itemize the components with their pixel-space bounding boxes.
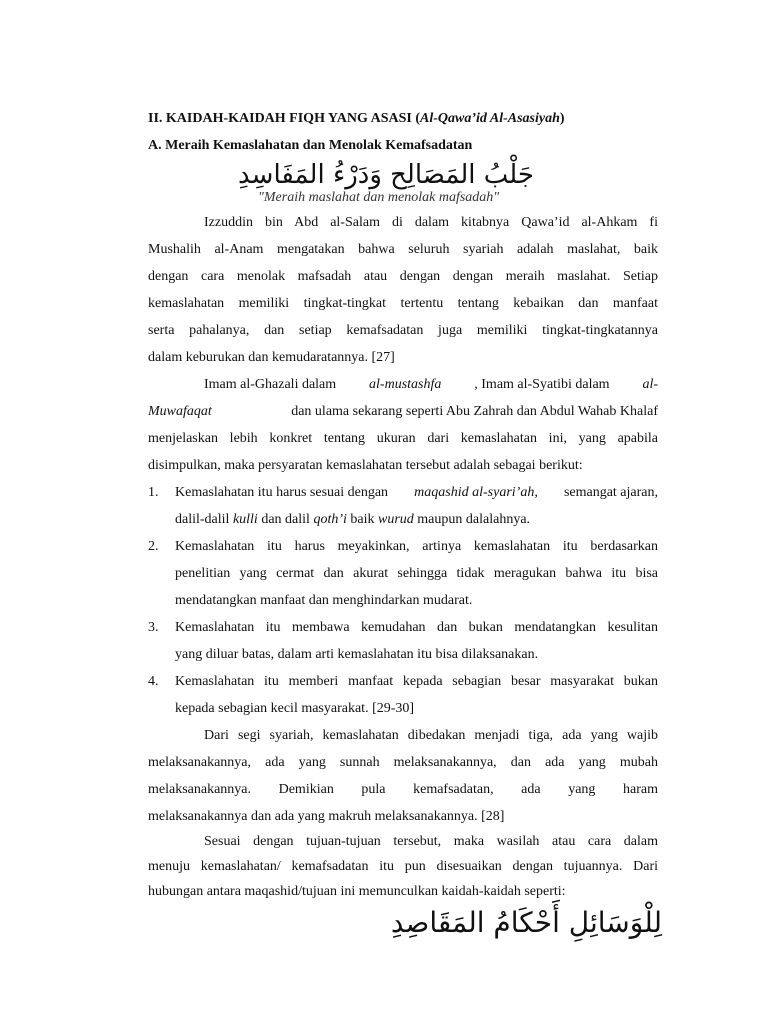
heading-suffix: ): [559, 111, 565, 126]
list-item-4-line-1: Kemaslahatan itu memberi manfaat kepada sebagian besar masyarakat bukan: [175, 674, 658, 689]
para1-line-6: dalam keburukan dan kemudaratannya. [27]: [148, 350, 395, 365]
list-item-2-line-2: penelitian yang cermat dan akurat sehingga tidak meragukan bahwa itu bisa: [175, 566, 658, 581]
para2-line-3: menjelaskan lebih konkret tentang ukuran dari kemaslahatan ini, yang apabila: [148, 431, 658, 446]
list-italic: maqashid al-syari’ah,: [414, 485, 538, 500]
para4-line-3: hubungan antara maqashid/tujuan ini memunculkan kaidah-kaidah seperti:: [148, 884, 566, 899]
list-text: baik: [346, 512, 378, 527]
list-item-4-line-2: kepada sebagian kecil masyarakat. [29-30]: [175, 701, 415, 716]
heading-italic: Al-Qawa’id Al-Asasiyah: [420, 111, 560, 126]
list-text: maupun dalalahnya.: [413, 512, 531, 527]
para1-line-2: Mushalih al-Anam mengatakan bahwa seluruh syariah adalah maslahat, baik: [148, 242, 658, 257]
para1-line-3: dengan cara menolak mafsadah atau dengan dengan meraih maslahat. Setiap: [148, 269, 658, 284]
para2-italic: al-mustashfa: [369, 377, 442, 392]
list-italic: qoth’i: [313, 512, 347, 527]
heading-prefix: II. KAIDAH-KAIDAH FIQH YANG ASASI (: [148, 111, 421, 126]
subsection-heading: A. Meraih Kemaslahatan dan Menolak Kemafsadatan: [148, 138, 473, 153]
para2-line-1: [204, 376, 658, 394]
para1-line-1: Izzuddin bin Abd al-Salam di dalam kitabnya Qawa’id al-Ahkam fi: [204, 215, 658, 230]
arabic-maxim-1: جَلْبُ المَصَالِح وَدَرْءُ المَفَاسِدِ: [238, 160, 534, 190]
list-number-1: 1.: [148, 485, 159, 500]
list-item-2-line-3: mendatangkan manfaat dan menghindarkan mudarat.: [175, 593, 473, 608]
maxim-translation: "Meraih maslahat dan menolak mafsadah": [258, 190, 500, 205]
para2-line-2: [148, 403, 658, 421]
list-text: dalil-dalil: [175, 512, 233, 527]
list-text: Kemaslahatan itu harus sesuai dengan: [175, 485, 389, 500]
para3-line-2: melaksanakannya, ada yang sunnah melaksanakannya, dan ada yang mubah: [148, 755, 658, 770]
para2-text: Imam al-Ghazali dalam: [204, 377, 337, 392]
list-text: semangat ajaran,: [563, 485, 658, 500]
list-number-3: 3.: [148, 620, 159, 635]
list-item-2-line-1: Kemaslahatan itu harus meyakinkan, artinya kemaslahatan itu berdasarkan: [175, 539, 658, 554]
list-number-4: 4.: [148, 674, 159, 689]
list-number-2: 2.: [148, 539, 159, 554]
para3-line-1: Dari segi syariah, kemaslahatan dibedakan menjadi tiga, ada yang wajib: [204, 728, 658, 743]
para2-italic: al-: [642, 377, 658, 392]
list-item-1-line-2: [175, 511, 530, 529]
para2-text: dan ulama sekarang seperti Abu Zahrah dan Abdul Wahab Khalaf: [291, 404, 658, 419]
para1-line-4: kemaslahatan memiliki tingkat-tingkat tertentu tentang kebaikan dan manfaat: [148, 296, 658, 311]
list-italic: wurud: [378, 512, 414, 527]
para2-line-4: disimpulkan, maka persyaratan kemaslahatan tersebut adalah sebagai berikut:: [148, 458, 583, 473]
list-item-3-line-2: yang diluar batas, dalam arti kemaslahatan itu bisa dilaksanakan.: [175, 647, 539, 662]
arabic-maxim-2: لِلْوَسَائِلِ أَحْكَامُ المَقَاصِدِ: [390, 906, 662, 939]
para4-line-2: menuju kemaslahatan/ kemafsadatan itu pun disesuaikan dengan tujuannya. Dari: [148, 859, 658, 874]
para1-line-5: serta pahalanya, dan setiap kemafsadatan juga memiliki tingkat-tingkatannya: [148, 323, 658, 338]
list-item-3-line-1: Kemaslahatan itu membawa kemudahan dan bukan mendatangkan kesulitan: [175, 620, 658, 635]
list-italic: kulli: [232, 512, 258, 527]
section-heading: [148, 110, 565, 128]
para2-text: , Imam al-Syatibi dalam: [474, 377, 610, 392]
para4-line-1: Sesuai dengan tujuan-tujuan tersebut, maka wasilah atau cara dalam: [204, 834, 658, 849]
list-text: dan dalil: [257, 512, 314, 527]
para2-italic: Muwafaqat: [148, 404, 212, 419]
list-item-1-line-1: [175, 484, 658, 502]
para3-line-3: melaksanakannya. Demikian pula kemafsadatan, ada yang haram: [148, 782, 658, 797]
para3-line-4: melaksanakannya dan ada yang makruh melaksanakannya. [28]: [148, 809, 505, 824]
